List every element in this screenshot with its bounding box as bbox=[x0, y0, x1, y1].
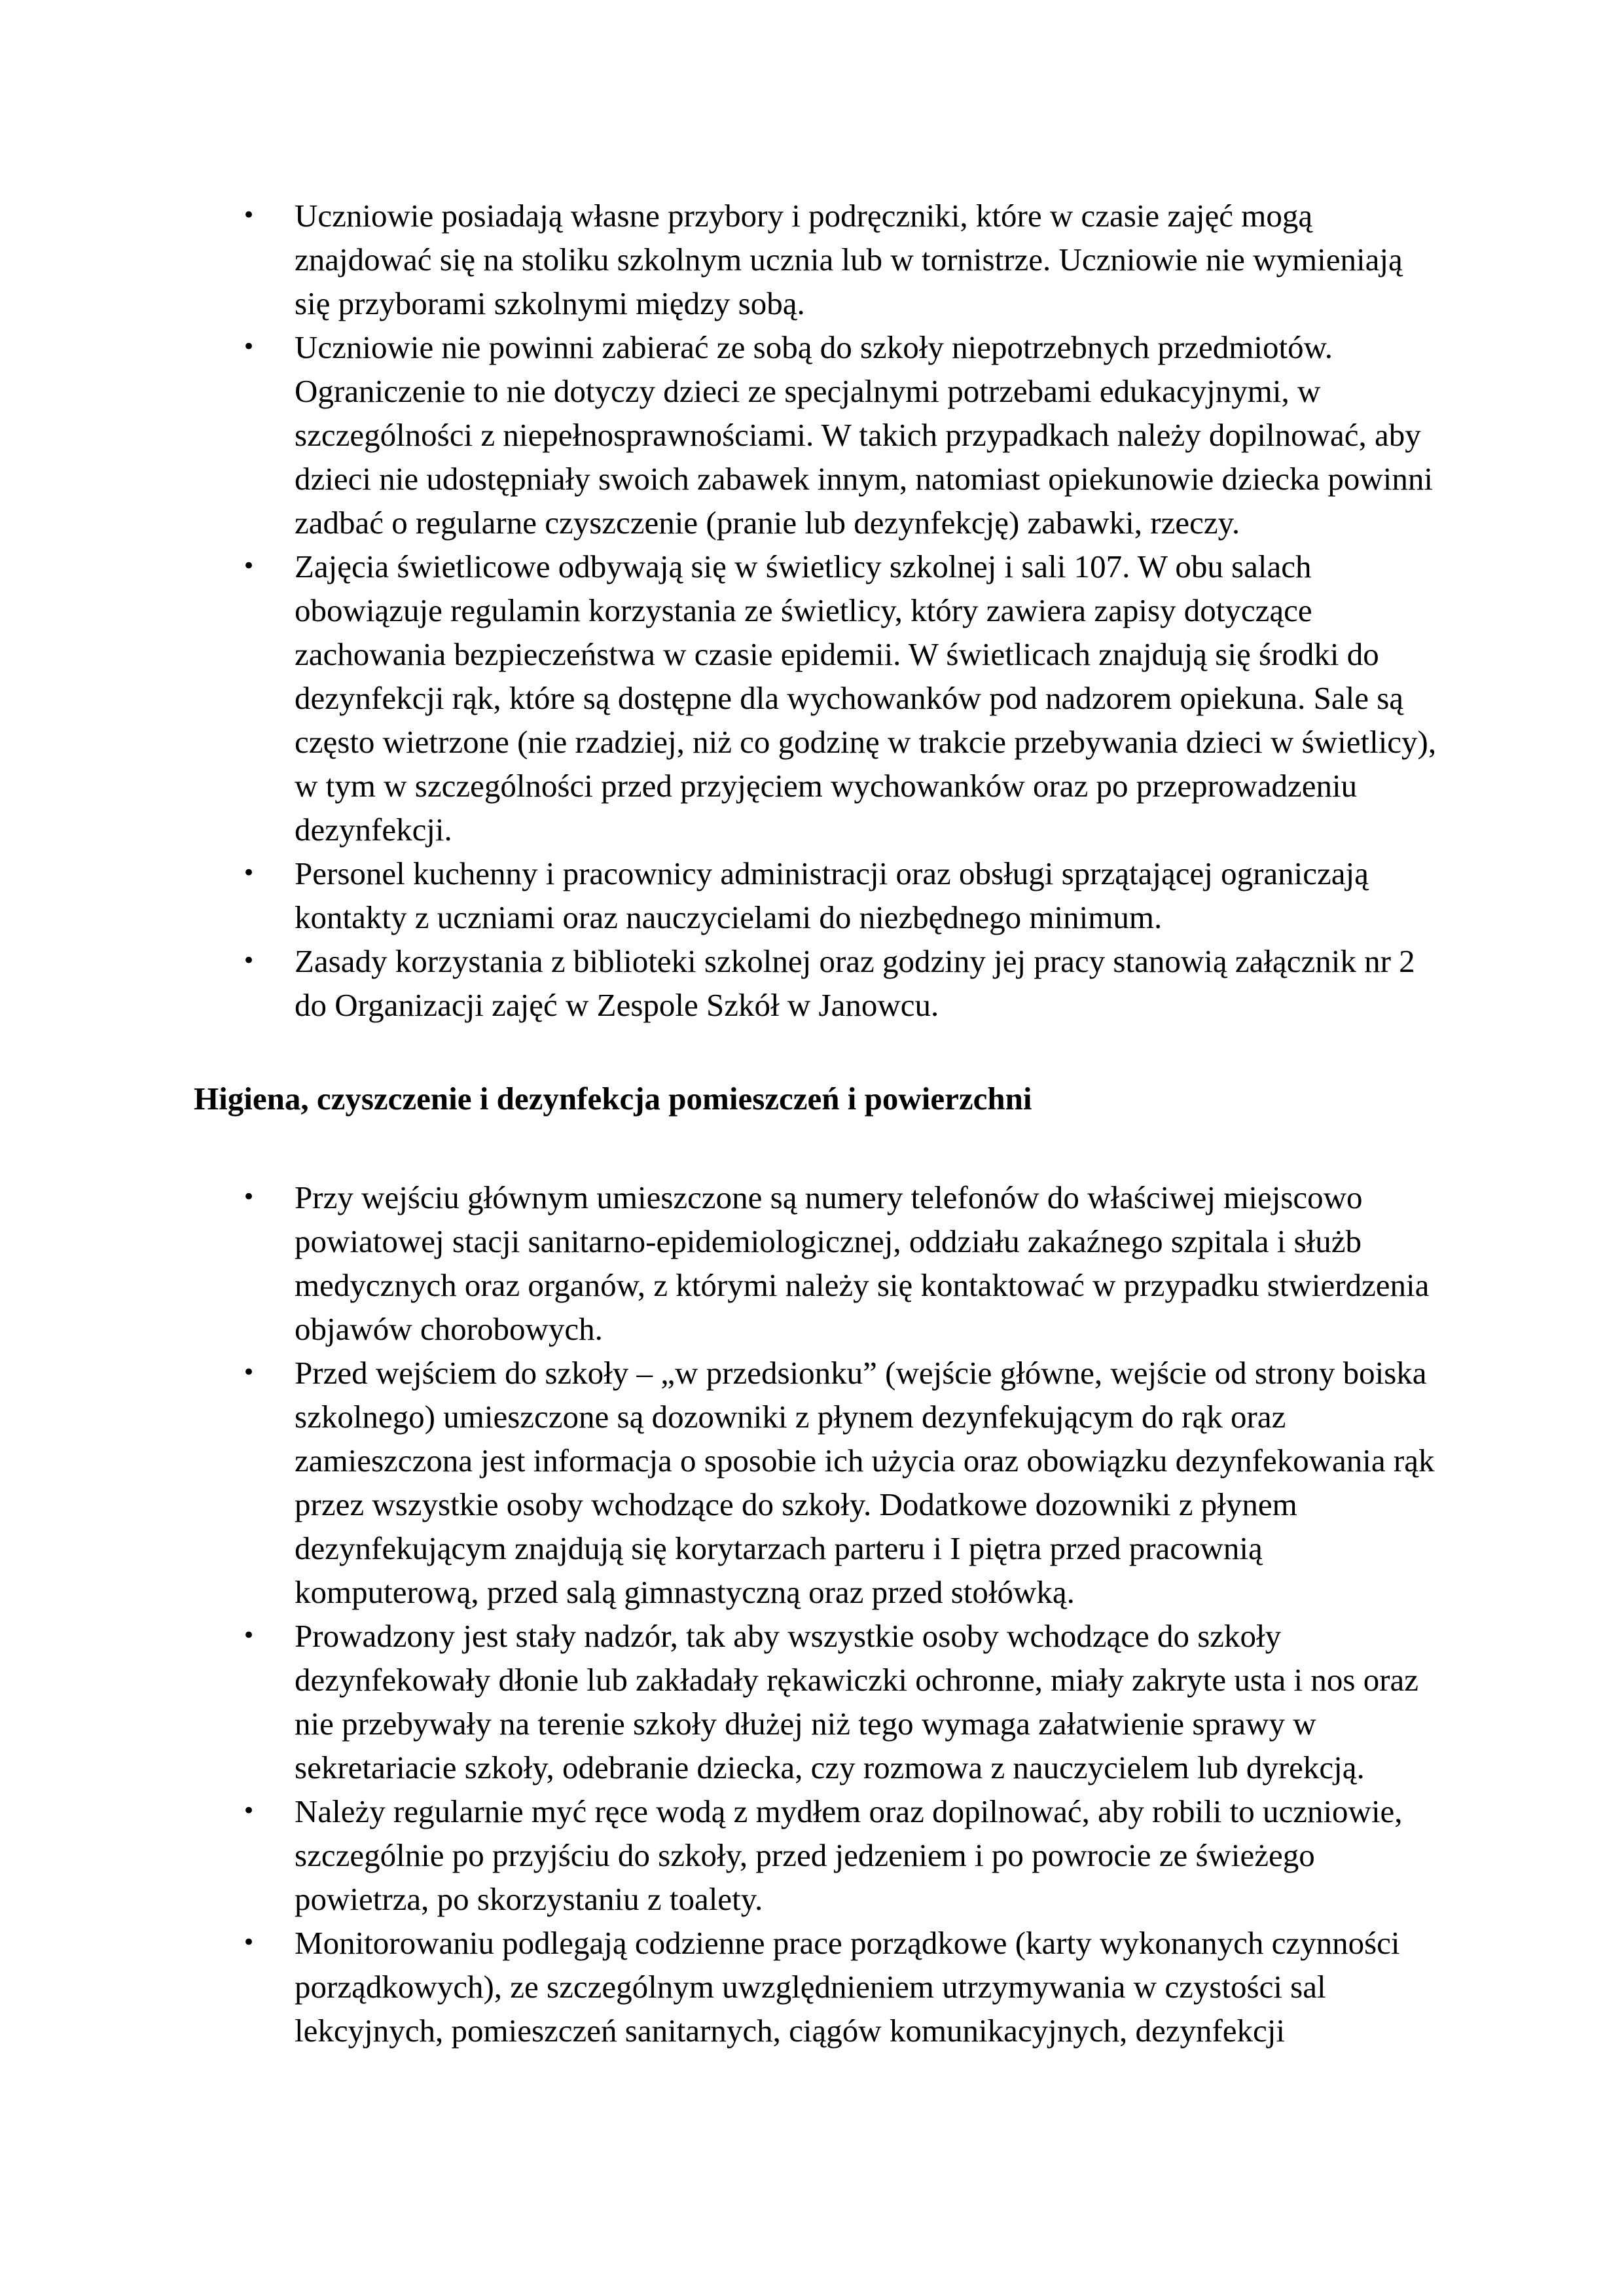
bullet-list-school-rules bbox=[242, 194, 1437, 1027]
bullet-icon: • bbox=[242, 1623, 256, 1649]
list-item-text: Zajęcia świetlicowe odbywają się w świetlicy szkolnej i sali 107. W obu salach obowiązuje regulamin korzystania ze świetlicy, który zawiera zapisy dotyczące zachowania bezpieczeństwa w czasie epidemii. W świetlicach znajdują się środki do dezynfekcji rąk, które są dostępne dla wychowanków pod nadzorem opiekuna. Sale są często wietrzone (nie rzadziej, niż co godzinę w trakcie przebywania dzieci w świetlicy), w tym w szczególności przed przyjęciem wychowanków oraz po przeprowadzeniu dezynfekcji. bbox=[295, 548, 1437, 848]
list-item-text: Przed wejściem do szkoły – „w przedsionku” (wejście główne, wejście od strony boiska szkolnego) umieszczone są dozowniki z płynem dezynfekującym do rąk oraz zamieszczona jest informacja o sposobie ich użycia oraz obowiązku dezynfekowania rąk przez wszystkie osoby wchodzące do szkoły. Dodatkowe dozowniki z płynem dezynfekującym znajdują się korytarzach parteru i I piętra przed pracownią komputerową, przed salą gimnastyczną oraz przed stołówką. bbox=[295, 1355, 1435, 1610]
bullet-icon: • bbox=[242, 1929, 256, 1956]
bullet-icon: • bbox=[242, 553, 256, 579]
bullet-icon: • bbox=[242, 1798, 256, 1824]
bullet-icon: • bbox=[242, 948, 256, 974]
list-item-text: Uczniowie posiadają własne przybory i podręczniki, które w czasie zajęć mogą znajdować się na stoliku szkolnym ucznia lub w tornistrze. Uczniowie nie wymieniają się przyborami szkolnymi między sobą. bbox=[295, 198, 1403, 321]
bullet-icon: • bbox=[242, 860, 256, 886]
list-item bbox=[242, 1921, 1437, 2053]
list-item-text: Przy wejściu głównym umieszczone są numery telefonów do właściwej miejscowo powiatowej stacji sanitarno-epidemiologicznej, oddziału zakaźnego szpitala i służb medycznych oraz organów, z którymi należy się kontaktować w przypadku stwierdzenia objawów chorobowych. bbox=[295, 1179, 1430, 1347]
list-item-text: Należy regularnie myć ręce wodą z mydłem oraz dopilnować, aby robili to uczniowie, szczególnie po przyjściu do szkoły, przed jedzeniem i po powrocie ze świeżego powietrza, po skorzystaniu z toalety. bbox=[295, 1793, 1403, 1917]
list-item bbox=[242, 325, 1437, 545]
bullet-icon: • bbox=[242, 1359, 256, 1386]
list-item-text: Personel kuchenny i pracownicy administracji oraz obsługi sprzątającej ograniczają kontakty z uczniami oraz nauczycielami do niezbędnego minimum. bbox=[295, 855, 1369, 935]
list-item bbox=[242, 1789, 1437, 1921]
list-item bbox=[242, 852, 1437, 939]
bullet-icon: • bbox=[242, 202, 256, 228]
list-item-text: Prowadzony jest stały nadzór, tak aby wszystkie osoby wchodzące do szkoły dezynfekowały dłonie lub zakładały rękawiczki ochronne, miały zakryte usta i nos oraz nie przebywały na terenie szkoły dłużej niż tego wymaga załatwienie sprawy w sekretariacie szkoły, odebranie dziecka, czy rozmowa z nauczycielem lub dyrekcją. bbox=[295, 1618, 1419, 1785]
bullet-list-hygiene bbox=[242, 1175, 1437, 2053]
list-item bbox=[242, 194, 1437, 325]
list-item-text: Monitorowaniu podlegają codzienne prace porządkowe (karty wykonanych czynności porządkowych), ze szczególnym uwzględnieniem utrzymywania w czystości sal lekcyjnych, pomieszczeń sanitarnych, ciągów komunikacyjnych, dezynfekcji bbox=[295, 1925, 1400, 2049]
list-item-text: Zasady korzystania z biblioteki szkolnej oraz godziny jej pracy stanowią załącznik nr 2 do Organizacji zajęć w Zespole Szkół w Janowcu. bbox=[295, 943, 1415, 1023]
bullet-icon: • bbox=[242, 334, 256, 360]
bullet-icon: • bbox=[242, 1184, 256, 1210]
list-item bbox=[242, 1175, 1437, 1351]
list-item bbox=[242, 1614, 1437, 1789]
list-item bbox=[242, 1351, 1437, 1614]
list-item bbox=[242, 545, 1437, 852]
section-heading: Higiena, czyszczenie i dezynfekcja pomieszczeń i powierzchni bbox=[194, 1081, 1032, 1117]
list-item-text: Uczniowie nie powinni zabierać ze sobą do szkoły niepotrzebnych przedmiotów. Ograniczenie to nie dotyczy dzieci ze specjalnymi potrzebami edukacyjnymi, w szczególności z niepełnosprawnościami. W takich przypadkach należy dopilnować, aby dzieci nie udostępniały swoich zabawek innym, natomiast opiekunowie dziecka powinni zadbać o regularne czyszczenie (pranie lub dezynfekcję) zabawki, rzeczy. bbox=[295, 329, 1434, 541]
list-item bbox=[242, 939, 1437, 1027]
